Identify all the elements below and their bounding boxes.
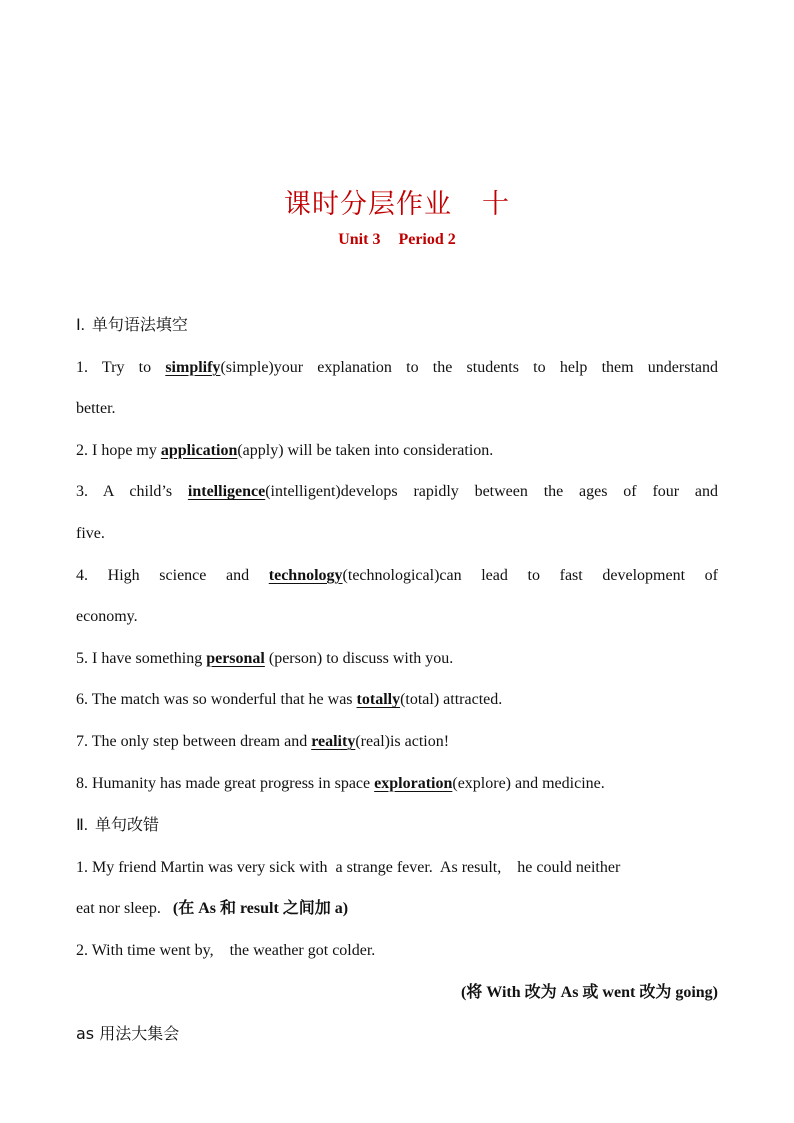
- q8-line: 8. Humanity has made great progress in space exploration(explore) and medicine.: [76, 774, 605, 792]
- error-q1-line: 1. My friend Martin was very sick with a strange fever. As result, he could neither: [76, 858, 621, 876]
- q1-continuation: better.: [76, 400, 116, 418]
- section1-heading: Ⅰ. 单句语法填空: [76, 315, 188, 334]
- answer-blank: simplify: [165, 358, 221, 376]
- error-q2-line: 2. With time went by, the weather got colder.: [76, 941, 376, 959]
- q6-line: 6. The match was so wonderful that he was totally(total) attracted.: [76, 691, 503, 709]
- title-main: 课时分层作业: [284, 189, 452, 220]
- answer-blank: totally: [356, 691, 401, 709]
- error-q1-continuation: eat nor sleep. (在 As 和 result 之间加 a): [76, 900, 349, 918]
- footer-heading: as 用法大集会: [76, 1024, 180, 1044]
- page-title: [0, 182, 794, 221]
- q4-line: 4. High science and technology(technological)can lead to fast development of: [76, 566, 718, 584]
- answer-blank: intelligence: [187, 483, 266, 501]
- q1-line: 1. Try to simplify(simple)your explanation to the students to help them understand: [76, 358, 718, 376]
- answer-blank: application: [160, 441, 238, 459]
- q3-line: 3. A child’s intelligence(intelligent)develops rapidly between the ages of four and: [76, 483, 719, 501]
- unit-label: Unit 3: [338, 231, 381, 248]
- q3-continuation: five.: [76, 524, 105, 542]
- worksheet-body: [76, 304, 718, 1055]
- section2-heading: Ⅱ. 单句改错: [76, 815, 159, 835]
- period-label: Period 2: [398, 231, 456, 248]
- page-subtitle: [0, 231, 794, 249]
- q2-line: 2. I hope my application(apply) will be taken into consideration.: [76, 441, 494, 459]
- correction-note: (在 As 和 result 之间加 a): [172, 900, 349, 918]
- q7-line: 7. The only step between dream and reality(real)is action!: [76, 732, 450, 750]
- q4-continuation: economy.: [76, 608, 138, 626]
- answer-blank: personal: [206, 649, 265, 667]
- q5-line: 5. I have something personal (person) to discuss with you.: [76, 649, 454, 667]
- title-number: 十: [482, 189, 510, 220]
- answer-blank: reality: [311, 732, 356, 750]
- answer-blank: technology: [268, 566, 343, 584]
- answer-blank: exploration: [374, 774, 453, 792]
- correction-note: (将 With 改为 As 或 went 改为 going): [460, 983, 718, 1001]
